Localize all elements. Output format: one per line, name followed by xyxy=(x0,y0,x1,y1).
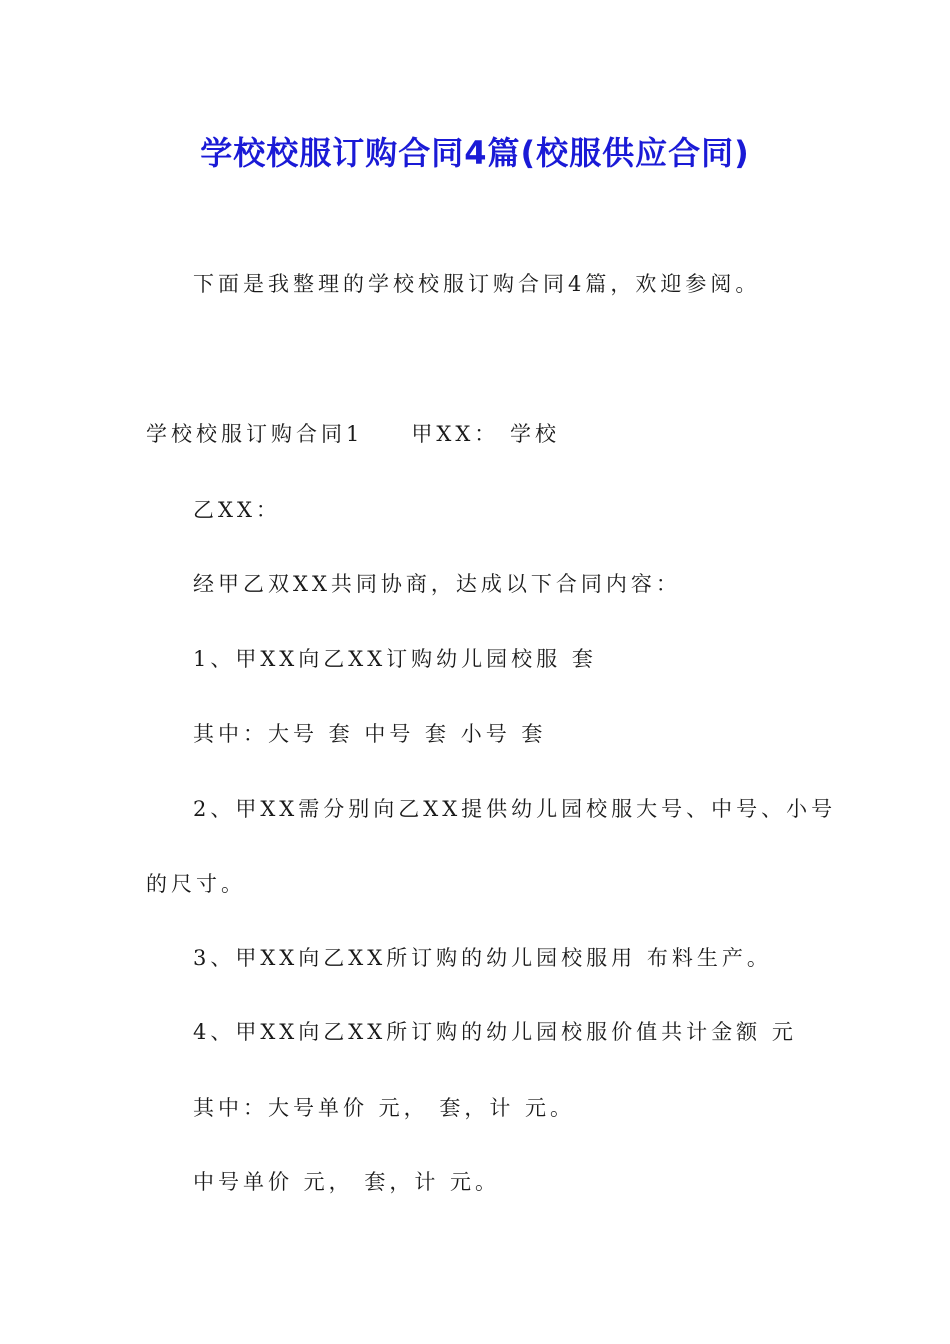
section-heading: 学校校服订购合同1 xyxy=(146,422,364,446)
party-b-line: 乙XX： xyxy=(193,498,281,522)
clause-4-medium-price: 中号单价 元， 套，计 元。 xyxy=(193,1170,501,1194)
section-heading-line xyxy=(146,420,560,448)
clause-4: 4、甲XX向乙XX所订购的幼儿园校服价值共计金额 元 xyxy=(193,1020,797,1044)
party-a-line: 甲XX： 学校 xyxy=(411,422,560,446)
clause-1: 1、甲XX向乙XX订购幼儿园校服 套 xyxy=(193,647,597,671)
clause-2: 2、甲XX需分别向乙XX提供幼儿园校服大号、中号、小号 xyxy=(193,797,837,821)
clause-2-continuation: 的尺寸。 xyxy=(146,872,246,896)
clause-1-sizes: 其中：大号 套 中号 套 小号 套 xyxy=(193,722,547,746)
clause-3: 3、甲XX向乙XX所订购的幼儿园校服用 布料生产。 xyxy=(193,946,772,970)
clause-4-large-price: 其中：大号单价 元， 套，计 元。 xyxy=(193,1096,576,1120)
intro-paragraph: 下面是我整理的学校校服订购合同4篇，欢迎参阅。 xyxy=(193,272,761,296)
document-title: 学校校服订购合同4篇(校服供应合同) xyxy=(200,134,750,172)
agreement-paragraph: 经甲乙双XX共同协商，达成以下合同内容： xyxy=(193,572,681,596)
